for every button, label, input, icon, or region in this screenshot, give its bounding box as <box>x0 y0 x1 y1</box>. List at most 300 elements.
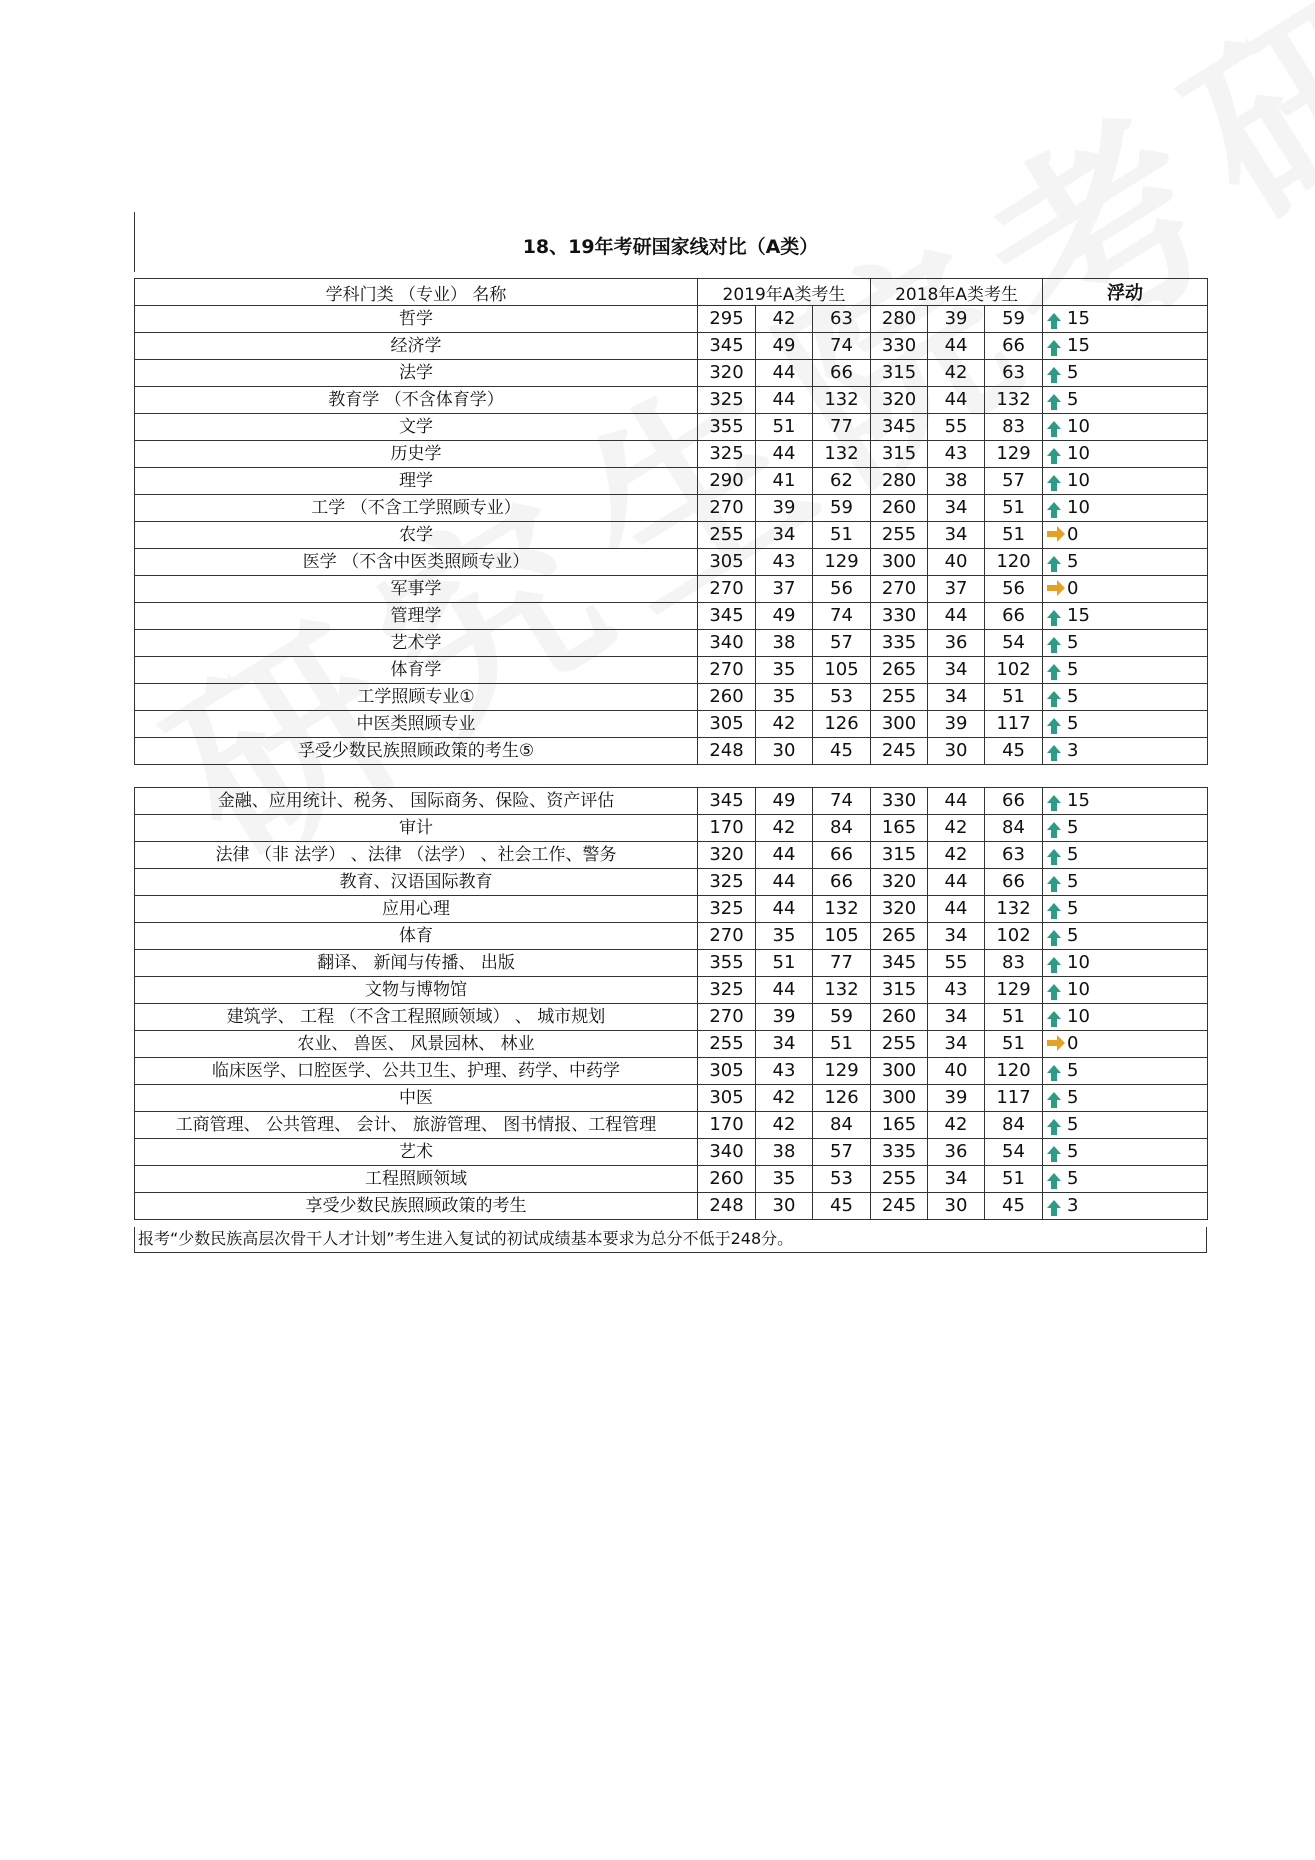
score-2019-total: 325 <box>698 387 756 414</box>
score-2019-subject100: 42 <box>756 306 813 333</box>
change-value: 5 <box>1067 632 1079 653</box>
score-2019-subject100: 43 <box>756 549 813 576</box>
subject-name: 孚受少数民族照顾政策的考生⑤ <box>135 738 698 765</box>
score-2018-total: 255 <box>871 1166 928 1193</box>
up-arrow-icon <box>1047 448 1061 456</box>
score-2019-total: 295 <box>698 306 756 333</box>
score-2018-total: 315 <box>871 977 928 1004</box>
up-arrow-icon <box>1047 903 1061 911</box>
score-2018-subject100: 34 <box>928 495 985 522</box>
score-2019-total: 305 <box>698 711 756 738</box>
score-2018-subject150: 129 <box>985 977 1043 1004</box>
change-value: 5 <box>1067 1168 1079 1189</box>
up-arrow-icon <box>1047 957 1061 965</box>
score-2018-total: 320 <box>871 869 928 896</box>
score-2019-subject100: 42 <box>756 711 813 738</box>
change-cell <box>1043 684 1208 711</box>
score-2018-subject150: 66 <box>985 333 1043 360</box>
score-2018-subject150: 51 <box>985 1031 1043 1058</box>
up-arrow-icon <box>1047 556 1061 564</box>
score-2019-subject150: 77 <box>813 950 871 977</box>
change-value: 10 <box>1067 497 1090 518</box>
table-row <box>135 1085 1208 1112</box>
score-2018-subject100: 39 <box>928 711 985 738</box>
subject-name: 哲学 <box>135 306 698 333</box>
score-2019-subject150: 105 <box>813 923 871 950</box>
score-2019-total: 270 <box>698 1004 756 1031</box>
score-2019-subject100: 44 <box>756 842 813 869</box>
score-2019-subject150: 51 <box>813 1031 871 1058</box>
subject-name: 工程照顾领域 <box>135 1166 698 1193</box>
table-row <box>135 1058 1208 1085</box>
change-value: 5 <box>1067 898 1079 919</box>
table-row <box>135 522 1208 549</box>
score-2018-subject100: 42 <box>928 1112 985 1139</box>
score-2018-total: 255 <box>871 522 928 549</box>
score-2018-subject150: 51 <box>985 1166 1043 1193</box>
change-value: 5 <box>1067 871 1079 892</box>
score-2019-subject100: 41 <box>756 468 813 495</box>
score-2019-subject150: 45 <box>813 738 871 765</box>
change-value: 5 <box>1067 1060 1079 1081</box>
table-row <box>135 441 1208 468</box>
score-2019-subject150: 84 <box>813 1112 871 1139</box>
up-arrow-icon <box>1047 1146 1061 1154</box>
score-2019-subject100: 38 <box>756 630 813 657</box>
score-2018-subject150: 132 <box>985 387 1043 414</box>
score-2018-subject100: 34 <box>928 923 985 950</box>
score-2019-subject150: 59 <box>813 1004 871 1031</box>
score-2018-subject150: 66 <box>985 869 1043 896</box>
table-row <box>135 869 1208 896</box>
score-2018-subject100: 34 <box>928 522 985 549</box>
score-2019-total: 345 <box>698 788 756 815</box>
change-value: 3 <box>1067 1195 1079 1216</box>
score-2019-subject150: 51 <box>813 522 871 549</box>
change-cell <box>1043 869 1208 896</box>
score-2018-subject100: 39 <box>928 1085 985 1112</box>
table-row <box>135 657 1208 684</box>
score-2019-subject150: 132 <box>813 896 871 923</box>
score-2019-subject100: 39 <box>756 495 813 522</box>
score-2018-subject150: 54 <box>985 1139 1043 1166</box>
change-cell <box>1043 842 1208 869</box>
score-2019-total: 345 <box>698 333 756 360</box>
table-row <box>135 468 1208 495</box>
score-2018-total: 265 <box>871 657 928 684</box>
score-2018-subject100: 37 <box>928 576 985 603</box>
table-row <box>135 950 1208 977</box>
score-2018-total: 260 <box>871 495 928 522</box>
score-2018-total: 315 <box>871 842 928 869</box>
score-2018-subject150: 117 <box>985 1085 1043 1112</box>
change-cell <box>1043 495 1208 522</box>
score-2019-total: 170 <box>698 1112 756 1139</box>
up-arrow-icon <box>1047 1173 1061 1181</box>
subject-name: 艺术 <box>135 1139 698 1166</box>
change-value: 5 <box>1067 362 1079 383</box>
subject-name: 工学照顾专业① <box>135 684 698 711</box>
score-2018-total: 245 <box>871 738 928 765</box>
score-2018-total: 345 <box>871 950 928 977</box>
change-value: 5 <box>1067 389 1079 410</box>
score-2019-subject100: 42 <box>756 1085 813 1112</box>
up-arrow-icon <box>1047 367 1061 375</box>
score-2019-total: 325 <box>698 441 756 468</box>
subject-name: 中医类照顾专业 <box>135 711 698 738</box>
score-2018-subject150: 63 <box>985 360 1043 387</box>
score-2018-subject100: 39 <box>928 306 985 333</box>
change-value: 10 <box>1067 1006 1090 1027</box>
subject-name: 建筑学、 工程 （不含工程照顾领域） 、 城市规划 <box>135 1004 698 1031</box>
table-row <box>135 1031 1208 1058</box>
score-2018-total: 280 <box>871 468 928 495</box>
change-value: 10 <box>1067 443 1090 464</box>
table-row <box>135 603 1208 630</box>
subject-name: 应用心理 <box>135 896 698 923</box>
score-2019-subject150: 132 <box>813 387 871 414</box>
change-cell <box>1043 576 1208 603</box>
change-cell <box>1043 1004 1208 1031</box>
change-cell <box>1043 1031 1208 1058</box>
score-2019-subject100: 44 <box>756 360 813 387</box>
score-2018-total: 330 <box>871 603 928 630</box>
score-2019-subject150: 126 <box>813 711 871 738</box>
change-value: 5 <box>1067 925 1079 946</box>
score-2018-total: 165 <box>871 1112 928 1139</box>
change-cell <box>1043 1139 1208 1166</box>
change-cell <box>1043 306 1208 333</box>
table-row <box>135 1139 1208 1166</box>
change-cell <box>1043 630 1208 657</box>
score-2018-total: 260 <box>871 1004 928 1031</box>
change-cell <box>1043 950 1208 977</box>
up-arrow-icon <box>1047 475 1061 483</box>
score-2019-subject150: 132 <box>813 977 871 1004</box>
score-2019-total: 355 <box>698 950 756 977</box>
score-2019-subject150: 62 <box>813 468 871 495</box>
score-2019-subject150: 132 <box>813 441 871 468</box>
up-arrow-icon <box>1047 664 1061 672</box>
table-row <box>135 1004 1208 1031</box>
change-value: 5 <box>1067 686 1079 707</box>
change-cell <box>1043 738 1208 765</box>
score-2019-subject150: 126 <box>813 1085 871 1112</box>
up-arrow-icon <box>1047 313 1061 321</box>
score-2019-subject150: 59 <box>813 495 871 522</box>
score-2019-subject150: 66 <box>813 360 871 387</box>
score-2019-subject100: 42 <box>756 1112 813 1139</box>
up-arrow-icon <box>1047 610 1061 618</box>
up-arrow-icon <box>1047 1200 1061 1208</box>
score-2019-total: 305 <box>698 549 756 576</box>
change-value: 5 <box>1067 713 1079 734</box>
change-value: 5 <box>1067 817 1079 838</box>
score-2019-total: 340 <box>698 630 756 657</box>
table-row <box>135 495 1208 522</box>
table-row <box>135 306 1208 333</box>
subject-name: 审计 <box>135 815 698 842</box>
table-row <box>135 896 1208 923</box>
score-2018-total: 255 <box>871 684 928 711</box>
table-row <box>135 360 1208 387</box>
score-2018-total: 330 <box>871 333 928 360</box>
up-arrow-icon <box>1047 421 1061 429</box>
table-row <box>135 1112 1208 1139</box>
score-2019-total: 325 <box>698 896 756 923</box>
change-value: 5 <box>1067 1087 1079 1108</box>
change-cell <box>1043 333 1208 360</box>
change-cell <box>1043 923 1208 950</box>
table-row <box>135 923 1208 950</box>
change-value: 10 <box>1067 979 1090 1000</box>
subject-name: 医学 （不含中医类照顾专业） <box>135 549 698 576</box>
score-2019-subject100: 51 <box>756 950 813 977</box>
up-arrow-icon <box>1047 394 1061 402</box>
header-change: 浮动 <box>1043 279 1208 306</box>
score-2018-subject100: 36 <box>928 630 985 657</box>
subject-name: 农学 <box>135 522 698 549</box>
score-2019-subject100: 37 <box>756 576 813 603</box>
score-2019-subject100: 51 <box>756 414 813 441</box>
change-value: 10 <box>1067 416 1090 437</box>
up-arrow-icon <box>1047 502 1061 510</box>
score-2018-subject100: 34 <box>928 657 985 684</box>
change-cell <box>1043 711 1208 738</box>
score-2018-subject100: 30 <box>928 738 985 765</box>
score-2019-subject100: 35 <box>756 684 813 711</box>
score-2018-subject100: 40 <box>928 549 985 576</box>
change-cell <box>1043 1085 1208 1112</box>
score-2018-subject100: 42 <box>928 360 985 387</box>
change-value: 10 <box>1067 470 1090 491</box>
right-arrow-icon <box>1047 585 1057 591</box>
score-2019-subject100: 34 <box>756 522 813 549</box>
header-subject: 学科门类 （专业） 名称 <box>135 279 698 306</box>
subject-name: 中医 <box>135 1085 698 1112</box>
table-row <box>135 977 1208 1004</box>
score-2019-total: 340 <box>698 1139 756 1166</box>
table-row <box>135 1193 1208 1220</box>
subject-name: 文学 <box>135 414 698 441</box>
change-cell <box>1043 441 1208 468</box>
score-2018-subject150: 57 <box>985 468 1043 495</box>
score-2019-subject150: 63 <box>813 306 871 333</box>
score-2018-subject150: 102 <box>985 657 1043 684</box>
up-arrow-icon <box>1047 1092 1061 1100</box>
up-arrow-icon <box>1047 340 1061 348</box>
table-row <box>135 549 1208 576</box>
up-arrow-icon <box>1047 745 1061 753</box>
change-cell <box>1043 468 1208 495</box>
subject-name: 经济学 <box>135 333 698 360</box>
change-cell <box>1043 522 1208 549</box>
subject-name: 军事学 <box>135 576 698 603</box>
score-2019-total: 325 <box>698 977 756 1004</box>
change-value: 10 <box>1067 952 1090 973</box>
score-2018-subject150: 45 <box>985 1193 1043 1220</box>
score-2019-subject150: 56 <box>813 576 871 603</box>
table-row <box>135 333 1208 360</box>
score-2019-total: 255 <box>698 522 756 549</box>
score-2019-subject150: 57 <box>813 1139 871 1166</box>
change-value: 0 <box>1067 578 1079 599</box>
table-row <box>135 1166 1208 1193</box>
change-cell <box>1043 603 1208 630</box>
change-cell <box>1043 1112 1208 1139</box>
right-arrow-icon <box>1047 1040 1057 1046</box>
academic-score-table <box>134 278 1208 765</box>
score-2019-total: 305 <box>698 1085 756 1112</box>
score-2019-subject100: 38 <box>756 1139 813 1166</box>
score-2018-subject100: 43 <box>928 441 985 468</box>
score-2019-subject150: 129 <box>813 549 871 576</box>
right-arrow-icon <box>1047 531 1057 537</box>
up-arrow-icon <box>1047 822 1061 830</box>
change-cell <box>1043 1193 1208 1220</box>
score-2019-subject100: 42 <box>756 815 813 842</box>
up-arrow-icon <box>1047 1119 1061 1127</box>
up-arrow-icon <box>1047 849 1061 857</box>
change-value: 3 <box>1067 740 1079 761</box>
score-2018-subject150: 129 <box>985 441 1043 468</box>
subject-name: 翻译、 新闻与传播、 出版 <box>135 950 698 977</box>
score-2019-total: 345 <box>698 603 756 630</box>
score-2018-subject150: 84 <box>985 815 1043 842</box>
score-2019-total: 270 <box>698 576 756 603</box>
table-row <box>135 630 1208 657</box>
score-2018-subject100: 44 <box>928 603 985 630</box>
score-2018-subject100: 42 <box>928 842 985 869</box>
score-2019-subject100: 34 <box>756 1031 813 1058</box>
score-2018-subject100: 34 <box>928 1166 985 1193</box>
table-row <box>135 738 1208 765</box>
score-2018-subject150: 120 <box>985 549 1043 576</box>
score-2019-subject150: 53 <box>813 684 871 711</box>
score-2018-total: 335 <box>871 630 928 657</box>
score-2018-subject150: 56 <box>985 576 1043 603</box>
change-cell <box>1043 788 1208 815</box>
change-value: 15 <box>1067 308 1090 329</box>
subject-name: 农业、 兽医、 风景园林、 林业 <box>135 1031 698 1058</box>
score-2018-total: 265 <box>871 923 928 950</box>
score-2019-subject100: 30 <box>756 738 813 765</box>
subject-name: 体育学 <box>135 657 698 684</box>
score-2019-subject100: 35 <box>756 657 813 684</box>
score-2018-subject100: 55 <box>928 414 985 441</box>
subject-name: 金融、应用统计、税务、 国际商务、保险、资产评估 <box>135 788 698 815</box>
score-2018-subject150: 66 <box>985 788 1043 815</box>
subject-name: 法学 <box>135 360 698 387</box>
score-2018-total: 165 <box>871 815 928 842</box>
score-2018-subject150: 51 <box>985 522 1043 549</box>
score-2019-total: 255 <box>698 1031 756 1058</box>
score-2019-subject150: 84 <box>813 815 871 842</box>
score-2019-total: 320 <box>698 360 756 387</box>
change-value: 5 <box>1067 1141 1079 1162</box>
change-value: 15 <box>1067 605 1090 626</box>
change-value: 0 <box>1067 1033 1079 1054</box>
subject-name: 管理学 <box>135 603 698 630</box>
subject-name: 历史学 <box>135 441 698 468</box>
change-value: 15 <box>1067 335 1090 356</box>
score-2018-subject100: 44 <box>928 896 985 923</box>
score-2018-subject150: 51 <box>985 1004 1043 1031</box>
score-2018-total: 320 <box>871 387 928 414</box>
change-cell <box>1043 414 1208 441</box>
score-2018-total: 300 <box>871 1085 928 1112</box>
change-value: 5 <box>1067 844 1079 865</box>
header-2019: 2019年A类考生 <box>698 279 871 306</box>
score-2019-total: 290 <box>698 468 756 495</box>
change-cell <box>1043 387 1208 414</box>
score-2019-total: 260 <box>698 1166 756 1193</box>
score-2018-total: 300 <box>871 549 928 576</box>
score-2018-subject100: 44 <box>928 333 985 360</box>
score-2019-subject150: 74 <box>813 333 871 360</box>
score-2019-subject150: 129 <box>813 1058 871 1085</box>
score-2018-subject150: 45 <box>985 738 1043 765</box>
score-2019-subject150: 74 <box>813 603 871 630</box>
score-2018-subject150: 84 <box>985 1112 1043 1139</box>
score-2018-subject100: 34 <box>928 1004 985 1031</box>
score-2019-total: 305 <box>698 1058 756 1085</box>
table-row <box>135 684 1208 711</box>
score-2019-subject100: 30 <box>756 1193 813 1220</box>
change-value: 5 <box>1067 551 1079 572</box>
score-2019-total: 248 <box>698 738 756 765</box>
subject-name: 工学 （不含工学照顾专业） <box>135 495 698 522</box>
score-2018-subject100: 55 <box>928 950 985 977</box>
score-2018-subject100: 44 <box>928 788 985 815</box>
score-2019-subject100: 35 <box>756 1166 813 1193</box>
subject-name: 教育、汉语国际教育 <box>135 869 698 896</box>
up-arrow-icon <box>1047 718 1061 726</box>
score-2019-total: 270 <box>698 657 756 684</box>
score-2019-subject100: 44 <box>756 441 813 468</box>
score-2019-subject100: 49 <box>756 603 813 630</box>
score-2018-subject100: 34 <box>928 684 985 711</box>
score-2018-total: 330 <box>871 788 928 815</box>
score-2018-total: 270 <box>871 576 928 603</box>
score-2019-total: 270 <box>698 495 756 522</box>
score-2018-total: 255 <box>871 1031 928 1058</box>
score-2018-subject100: 34 <box>928 1031 985 1058</box>
table-row <box>135 711 1208 738</box>
table-row <box>135 576 1208 603</box>
subject-name: 艺术学 <box>135 630 698 657</box>
score-2018-subject100: 38 <box>928 468 985 495</box>
score-2019-subject100: 44 <box>756 896 813 923</box>
score-2019-total: 355 <box>698 414 756 441</box>
score-2018-total: 300 <box>871 1058 928 1085</box>
score-2018-subject150: 51 <box>985 684 1043 711</box>
score-2019-subject150: 105 <box>813 657 871 684</box>
score-2019-subject150: 77 <box>813 414 871 441</box>
score-2019-subject100: 43 <box>756 1058 813 1085</box>
score-2018-subject150: 66 <box>985 603 1043 630</box>
score-2018-total: 335 <box>871 1139 928 1166</box>
score-2019-total: 260 <box>698 684 756 711</box>
table-row <box>135 387 1208 414</box>
subject-name: 临床医学、口腔医学、公共卫生、护理、药学、中药学 <box>135 1058 698 1085</box>
score-2019-subject100: 49 <box>756 788 813 815</box>
score-2018-subject150: 54 <box>985 630 1043 657</box>
subject-name: 体育 <box>135 923 698 950</box>
score-2019-total: 248 <box>698 1193 756 1220</box>
score-2018-total: 320 <box>871 896 928 923</box>
subject-name: 法律 （非 法学） 、法律 （法学） 、社会工作、警务 <box>135 842 698 869</box>
